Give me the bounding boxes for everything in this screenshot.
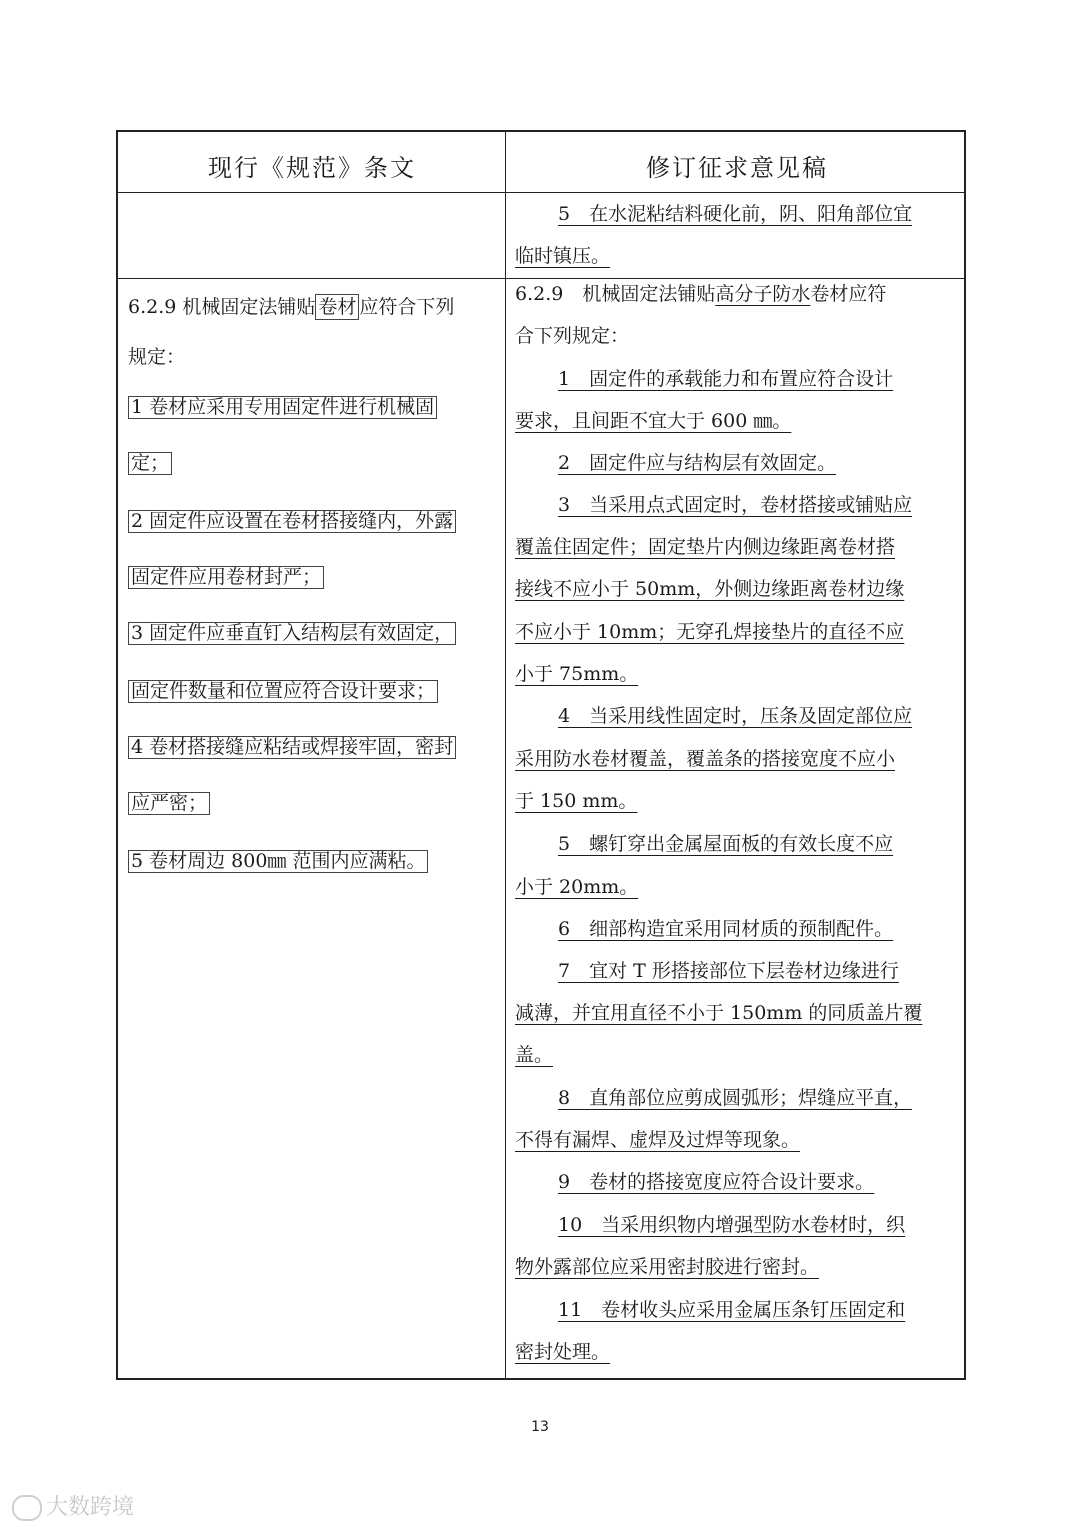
left-item-1a: 1 卷材应采用专用固定件进行机械固 (128, 396, 437, 419)
header-divider (118, 192, 964, 193)
right-clause-line1: 6.2.9 机械固定法铺贴高分子防水卷材应符 (515, 283, 887, 305)
left-clause-line1: 6.2.9 机械固定法铺贴 卷材 应符合下列 (128, 296, 455, 318)
watermark-text: 大数跨境 (46, 1495, 135, 1520)
watermark-logo-icon (12, 1495, 42, 1521)
right-row1-line2: 临时镇压。 (515, 245, 611, 267)
left-item-3b: 固定件数量和位置应符合设计要求； (128, 680, 438, 703)
left-column (118, 132, 505, 1378)
right-clause-line2: 合下列规定： (515, 325, 630, 347)
right-item-2a: 2 固定件应与结构层有效固定。 (558, 452, 837, 474)
left-item-2b: 固定件应用卷材封严； (128, 566, 324, 589)
right-item-11b: 密封处理。 (515, 1341, 611, 1363)
right-item-5b: 小于 20mm。 (515, 876, 639, 898)
page-number: 13 (531, 1419, 549, 1435)
right-item-8b: 不得有漏焊、虚焊及过焊等现象。 (515, 1129, 801, 1151)
left-item-2a: 2 固定件应设置在卷材搭接缝内，外露 (128, 510, 456, 533)
left-item-4a: 4 卷材搭接缝应粘结或焊接牢固，密封 (128, 736, 456, 759)
right-item-4c: 于 150 mm。 (515, 790, 638, 812)
right-item-3a: 3 当采用点式固定时，卷材搭接或铺贴应 (558, 494, 913, 516)
right-item-5a: 5 螺钉穿出金属屋面板的有效长度不应 (558, 833, 894, 855)
right-item-3e: 小于 75mm。 (515, 663, 639, 685)
right-row1-line1: 5 在水泥粘结料硬化前，阴、阳角部位宜 (558, 203, 913, 225)
right-item-4b: 采用防水卷材覆盖，覆盖条的搭接宽度不应小 (515, 748, 896, 770)
right-column (505, 132, 965, 1378)
left-item-3a: 3 固定件应垂直钉入结构层有效固定， (128, 622, 456, 645)
header-revision-draft: 修订征求意见稿 (646, 154, 828, 182)
right-item-3c: 接线不应小于 50mm，外侧边缘距离卷材边缘 (515, 578, 905, 600)
right-item-11a: 11 卷材收头应采用金属压条钉压固定和 (558, 1299, 906, 1321)
right-item-3d: 不应小于 10mm；无穿孔焊接垫片的直径不应 (515, 621, 905, 643)
right-item-3b: 覆盖住固定件；固定垫片内侧边缘距离卷材搭 (515, 536, 896, 558)
watermark (12, 1490, 134, 1521)
right-item-7b: 减薄，并宜用直径不小于 150mm 的同质盖片覆 (515, 1002, 923, 1024)
row-divider (118, 278, 964, 279)
left-item-4b: 应严密； (128, 792, 210, 815)
right-item-9a: 9 卷材的搭接宽度应符合设计要求。 (558, 1171, 875, 1193)
right-item-7c: 盖。 (515, 1044, 554, 1066)
right-item-7a: 7 宜对 T 形搭接部位下层卷材边缘进行 (558, 960, 899, 982)
right-item-6a: 6 细部构造宜采用同材质的预制配件。 (558, 918, 894, 940)
right-item-10b: 物外露部位应采用密封胶进行密封。 (515, 1256, 820, 1278)
left-item-1b: 定； (128, 452, 172, 475)
left-clause-line2: 规定： (128, 346, 186, 368)
right-item-4a: 4 当采用线性固定时，压条及固定部位应 (558, 705, 913, 727)
right-item-1b: 要求，且间距不宜大于 600 ㎜。 (515, 410, 792, 432)
left-item-5: 5 卷材周边 800㎜ 范围内应满粘。 (128, 850, 428, 873)
header-current-clause: 现行《规范》条文 (208, 154, 416, 182)
right-item-10a: 10 当采用织物内增强型防水卷材时，织 (558, 1214, 906, 1236)
comparison-table (116, 130, 966, 1380)
right-item-1a: 1 固定件的承载能力和布置应符合设计 (558, 368, 894, 390)
right-item-8a: 8 直角部位应剪成圆弧形；焊缝应平直， (558, 1087, 913, 1109)
